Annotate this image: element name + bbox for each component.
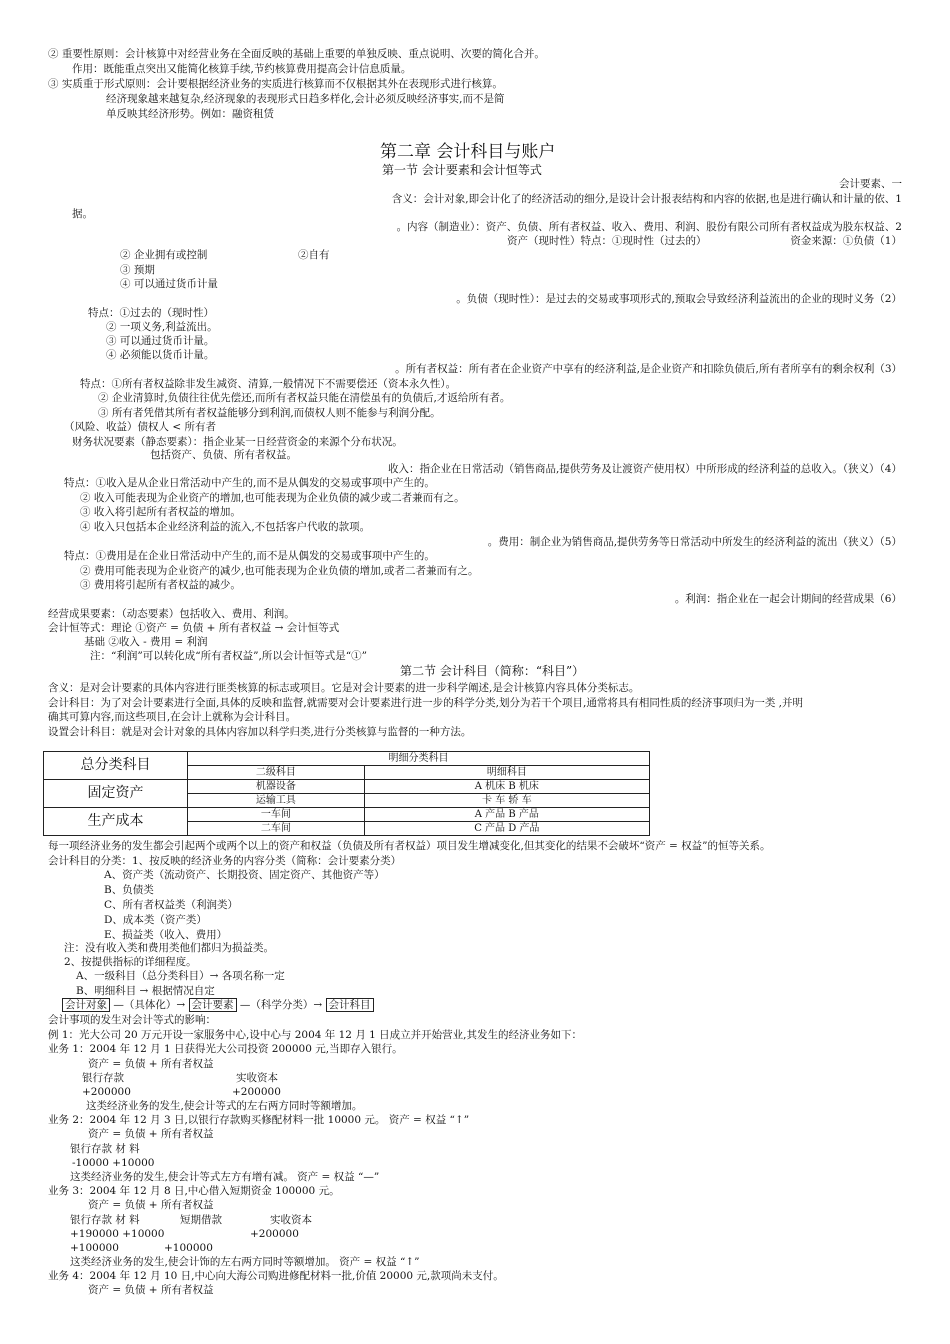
text-line: 资产 = 负债 + 所有者权益: [88, 1128, 214, 1140]
text-line: 含义：会计对象,即会计化了的经济活动的细分,是设计会计报表结构和内容的依据,也是进行确认和计量的依、1: [391, 193, 902, 205]
text-line: ③ 可以通过货币计量。: [106, 335, 215, 347]
text-line: B、负债类: [104, 884, 154, 896]
text-line: 每一项经济业务的发生都会引起两个或两个以上的资产和权益（负债及所有者权益）项目发生增减变化,但其变化的结果不会破坏“资产 = 权益”的恒等关系。: [48, 840, 771, 852]
account-table: [43, 751, 650, 836]
text-line: ③ 预期: [120, 264, 155, 276]
header-detail-account: 明细分类科目: [188, 752, 650, 766]
text-line: A、资产类（流动资产、长期投资、固定资产、其他资产等）: [104, 869, 385, 881]
text-line: 设置会计科目：就是对会计对象的具体内容加以科学归类,进行分类核算与监督的一种方法。: [48, 726, 472, 738]
text-line: 银行存款 材 料: [70, 1214, 140, 1226]
section-title: 第二节 会计科目（简称：“科目”）: [400, 664, 585, 678]
text-line: 资产（现时性）特点：①现时性（过去的）: [507, 235, 707, 247]
text-line: 短期借款: [180, 1214, 222, 1226]
text-line: ②自有: [298, 249, 330, 261]
header-level2: 二级科目: [188, 766, 365, 780]
text-line: +200000: [250, 1228, 299, 1240]
text-line: D、成本类（资产类）: [104, 914, 207, 926]
text-line: 特点：①收入是从企业日常活动中产生的,而不是从偶发的交易或事项中产生的。: [64, 477, 435, 489]
text-line: ③ 费用将引起所有者权益的减少。: [80, 579, 241, 591]
text-line: 作用：既能重点突出又能简化核算手续,节约核算费用提高会计信息质量。: [72, 63, 412, 75]
text-line: +100000: [164, 1242, 213, 1254]
text-line: 基础 ②收入 - 费用 = 利润: [84, 636, 208, 648]
text-line: A、一级科目（总分类科目）→ 各项名称一定: [76, 970, 285, 982]
text-line: 经营成果要素：（动态要素）包括收入、费用、利润。: [48, 608, 295, 620]
text-line: 包括资产、负债、所有者权益。: [150, 449, 297, 461]
flow-box-accounting-object: 会计对象: [62, 998, 110, 1012]
table-cell: 机器设备: [188, 780, 365, 794]
text-line: 。内容（制造业）：资产、负债、所有者权益、收入、费用、利润、股份有限公司所有者权益成为股东权益、2: [396, 221, 902, 233]
text-line: 业务 1：2004 年 12 月 1 日获得光大公司投资 200000 元,当即存入银行。: [48, 1043, 403, 1055]
text-line: C、所有者权益类（利润类）: [104, 899, 239, 911]
text-line: 确其可算内容,而这些项目,在会计上就称为会计科目。: [48, 711, 297, 723]
text-line: 含义：是对会计要素的具体内容进行匪类核算的标志或项目。它是对会计要素的进一步科学阐述,是会计核算内容具体分类标志。: [48, 682, 640, 694]
text-line: ② 企业清算时,负债往往优先偿还,而所有者权益只能在清偿虽有的负债后,才返给所有者。: [98, 392, 511, 404]
text-line: ③ 实质重于形式原则：会计要根据经济业务的实质进行核算而不仅根据其外在表现形式进行核算。: [48, 78, 503, 90]
text-line: 银行存款 材 料: [70, 1143, 140, 1155]
flow-arrow: —（科学分类）→: [239, 999, 323, 1011]
text-line: ② 重要性原则：会计核算中对经营业务在全面反映的基础上重要的单独反映、重点说明、次要的简化合并。: [48, 48, 545, 60]
text-line: 会计要素、一: [839, 178, 902, 190]
text-line: 特点：①过去的（现时性）: [88, 307, 214, 319]
table-cell: A 产品 B 产品: [364, 808, 649, 822]
text-line: 资产 = 负债 + 所有者权益: [88, 1058, 214, 1070]
text-line: +190000 +10000: [70, 1228, 165, 1240]
text-line: 这类经济业务的发生,使会计等式左方有增有减。 资产 = 权益 “—”: [70, 1171, 380, 1183]
text-line: 。利润：指企业在一起会计期间的经营成果（6）: [674, 593, 902, 605]
text-line: 资产 = 负债 + 所有者权益: [88, 1199, 214, 1211]
text-line: 。负债（现时性）：是过去的交易或事项形式的,预取会导致经济利益流出的企业的现时义务（2）: [456, 293, 902, 305]
text-line: 会计事项的发生对会计等式的影响：: [48, 1014, 216, 1026]
text-line: 财务状况要素（静态要素）：指企业某一日经营资金的来源个分布状况。: [72, 436, 403, 448]
flow-box-accounting-accounts: 会计科目: [326, 998, 374, 1012]
text-line: 会计恒等式：理论 ①资产 = 负债 + 所有者权益 → 会计恒等式: [48, 622, 340, 634]
text-line: 业务 4：2004 年 12 月 10 日,中心向大海公司购进修配材料一批,价值 20000 元,款项尚未支付。: [48, 1270, 504, 1282]
text-line: 会计科目的分类：1、按反映的经济业务的内容分类（简称：会计要素分类）: [48, 855, 402, 867]
text-line: B、明细科目 → 根据情况自定: [76, 985, 215, 997]
text-line: 特点：①费用是在企业日常活动中产生的,而不是从偶发的交易或事项中产生的。: [64, 550, 435, 562]
text-line: +100000: [70, 1242, 119, 1254]
table-cell: 二车间: [188, 822, 365, 836]
text-line: 资产 = 负债 + 所有者权益: [88, 1284, 214, 1296]
flow-arrow: —（具体化）→: [113, 999, 186, 1011]
text-line: 收入：指企业在日常活动（销售商品,提供劳务及让渡资产使用权）中所形成的经济利益的总收入。（狭义）（4）: [387, 463, 902, 475]
text-line: 经济现象越来越复杂,经济现象的表现形式日趋多样化,会计必须反映经济事实,而不是简: [106, 93, 505, 105]
text-line: 注：没有收入类和费用类他们都归为损益类。: [64, 942, 274, 954]
chapter-title: 第二章 会计科目与账户: [380, 142, 556, 162]
text-line: 银行存款: [82, 1072, 124, 1084]
text-line: 实收资本: [270, 1214, 312, 1226]
text-line: 。所有者权益：所有者在企业资产中享有的经济利益,是企业资产和扣除负债后,所有者所享有的剩余权利（3）: [395, 363, 902, 375]
table-cell: 卡 车 轿 车: [364, 794, 649, 808]
table-cell: A 机床 B 机床: [364, 780, 649, 794]
text-line: 这类经济业务的发生,使会计饰的左右两方同时等额增加。 资产 = 权益 “↑”: [70, 1256, 420, 1268]
table-cell: C 产品 D 产品: [364, 822, 649, 836]
flow-box-accounting-elements: 会计要素: [189, 998, 237, 1012]
text-line: ② 费用可能表现为企业资产的减少,也可能表现为企业负债的增加,或者二者兼而有之。: [80, 565, 479, 577]
text-line: +200000: [232, 1086, 281, 1098]
text-line: 例 1：光大公司 20 万元开设一家服务中心,设中心与 2004 年 12 月 1 日成立并开始营业,其发生的经济业务如下：: [48, 1029, 583, 1041]
text-line: 这类经济业务的发生,使会计等式的左右两方同时等额增加。: [86, 1100, 363, 1112]
text-line: 据。: [72, 208, 93, 220]
text-line: ② 收入可能表现为企业资产的增加,也可能表现为企业负债的减少或二者兼而有之。: [80, 492, 465, 504]
table-cell: 一车间: [188, 808, 365, 822]
table-row: [44, 808, 650, 822]
text-line: 资金来源：①负债（1）: [790, 235, 902, 247]
header-total-account: 总分类科目: [44, 752, 188, 780]
text-line: ④ 必须能以货币计量。: [106, 349, 215, 361]
table-cell: 运输工具: [188, 794, 365, 808]
section-title: 第一节 会计要素和会计恒等式: [382, 163, 542, 177]
text-line: E、损益类（收入、费用）: [104, 929, 228, 941]
table-cell: 生产成本: [44, 808, 188, 836]
text-line: +200000: [82, 1086, 131, 1098]
text-line: ② 企业拥有或控制: [120, 249, 208, 261]
text-line: ④ 收入只包括本企业经济利益的流入,不包括客户代收的款项。: [80, 521, 371, 533]
table-row: [44, 780, 650, 794]
text-line: ④ 可以通过货币计量: [120, 278, 218, 290]
text-line: ③ 收入将引起所有者权益的增加。: [80, 506, 241, 518]
header-detail: 明细科目: [364, 766, 649, 780]
text-line: 实收资本: [236, 1072, 278, 1084]
concept-flow: [62, 998, 374, 1012]
table-cell: 固定资产: [44, 780, 188, 808]
text-line: 业务 2：2004 年 12 月 3 日,以银行存款购买修配材料一批 10000 元。 资产 = 权益 “↑”: [48, 1114, 470, 1126]
text-line: ③ 所有者凭借其所有者权益能够分到利润,而债权人则不能参与利润分配。: [98, 407, 441, 419]
text-line: 。费用：制企业为销售商品,提供劳务等日常活动中所发生的经济利益的流出（狭义）（5）: [487, 536, 902, 548]
text-line: 单反映其经济形势。例如：融资租赁: [106, 108, 274, 120]
text-line: 2、按提供指标的详细程度。: [64, 956, 197, 968]
text-line: -10000 +10000: [72, 1157, 155, 1169]
text-line: （风险、收益）债权人 < 所有者: [64, 421, 216, 433]
text-line: 特点：①所有者权益除非发生减资、清算,一般情况下不需要偿还（资本永久性）。: [80, 378, 457, 390]
text-line: 会计科目：为了对会计要素进行全面,具体的反映和监督,就需要对会计要素进行进一步的科学分类,划分为若干个项目,通常将具有相同性质的经济事项归为一类 ,并明: [48, 697, 804, 709]
text-line: ② 一项义务,利益流出。: [106, 321, 218, 333]
text-line: 注：“利润”可以转化成“所有者权益”,所以会计恒等式是“①”: [90, 650, 368, 662]
text-line: 业务 3：2004 年 12 月 8 日,中心借入短期资金 100000 元。: [48, 1185, 340, 1197]
